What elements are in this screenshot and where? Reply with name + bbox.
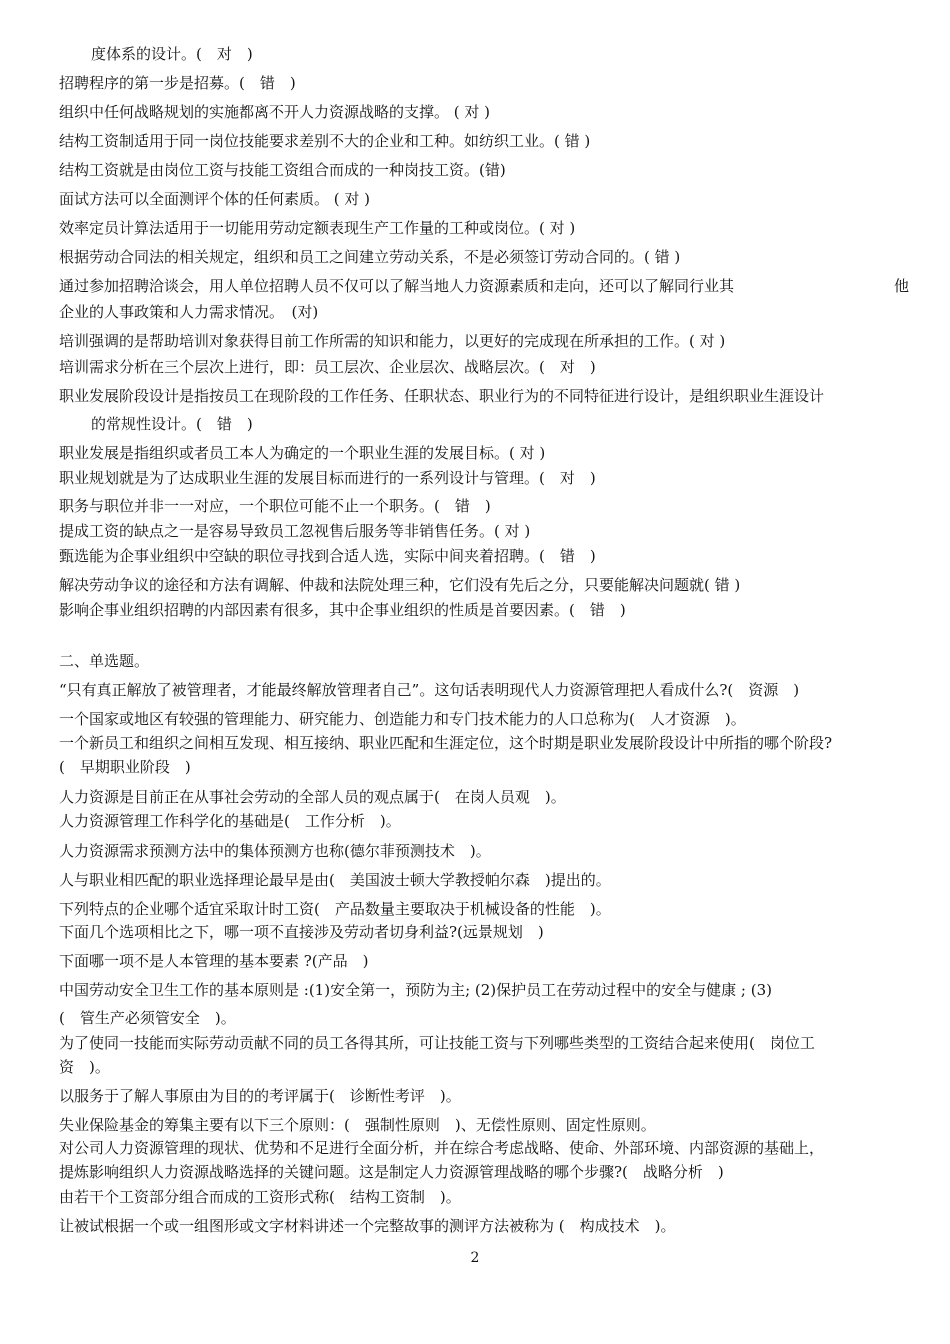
mc-line: 由若干个工资部分组合而成的工资形式称( 结构工资制 )。 xyxy=(59,1188,461,1206)
tf-line: 结构工资制适用于同一岗位技能要求差别不大的企业和工种。如纺织工业。( 错 ) xyxy=(59,132,591,150)
mc-line: 对公司人力资源管理的现状、优势和不足进行全面分析，并在综合考虑战略、使命、外部环境、内部资源的基础上， xyxy=(59,1139,825,1157)
mc-line: 失业保险基金的筹集主要有以下三个原则：( 强制性原则 )、无偿性原则、固定性原则。 xyxy=(59,1116,656,1134)
mc-line: 人力资源管理工作科学化的基础是( 工作分析 )。 xyxy=(59,812,401,830)
tf-line: 结构工资就是由岗位工资与技能工资组合而成的一种岗技工资。(错) xyxy=(59,161,506,179)
mc-line: ( 管生产必须管安全 )。 xyxy=(59,1009,236,1027)
mc-line: 人力资源需求预测方法中的集体预测方也称(德尔菲预测技术 )。 xyxy=(59,842,491,860)
tf-line: 甄选能为企事业组织中空缺的职位寻找到合适人选，实际中间夹着招聘。( 错 ) xyxy=(59,547,596,565)
mc-line: “只有真正解放了被管理者，才能最终解放管理者自己”。这句话表明现代人力资源管理把人看成什么?( 资源 ) xyxy=(59,681,800,699)
mc-line: 让被试根据一个或一组图形或文字材料讲述一个完整故事的测评方法被称为 ( 构成技术 )。 xyxy=(59,1217,676,1235)
tf-line: 影响企事业组织招聘的内部因素有很多，其中企事业组织的性质是首要因素。( 错 ) xyxy=(59,601,626,619)
mc-line: ( 早期职业阶段 ) xyxy=(59,758,191,776)
tf-line: 招聘程序的第一步是招募。( 错 ) xyxy=(59,74,296,92)
mc-line: 资 )。 xyxy=(59,1058,110,1076)
tf-line: 解决劳动争议的途径和方法有调解、仲裁和法院处理三种，它们没有先后之分，只要能解决问题就( 错 ) xyxy=(59,576,741,594)
mc-line: 人与职业相匹配的职业选择理论最早是由( 美国波士顿大学教授帕尔森 )提出的。 xyxy=(59,871,611,889)
tf-line: 度体系的设计。( 对 ) xyxy=(91,45,253,63)
mc-line: 为了使同一技能而实际劳动贡献不同的员工各得其所，可让技能工资与下列哪些类型的工资结合起来使用( 岗位工 xyxy=(59,1034,815,1052)
page-number: 2 xyxy=(470,1250,480,1266)
tf-line-tail: 他 xyxy=(893,277,909,295)
tf-line-justified xyxy=(59,276,909,296)
tf-line: 职务与职位并非一一对应，一个职位可能不止一个职务。( 错 ) xyxy=(59,497,491,515)
mc-line: 一个国家或地区有较强的管理能力、研究能力、创造能力和专门技术能力的人口总称为( 人才资源 )。 xyxy=(59,710,746,728)
tf-line: 面试方法可以全面测评个体的任何素质。 ( 对 ) xyxy=(59,190,371,208)
tf-line: 企业的人事政策和人力需求情况。 (对) xyxy=(59,303,319,321)
tf-line: 提成工资的缺点之一是容易导致员工忽视售后服务等非销售任务。( 对 ) xyxy=(59,522,531,540)
mc-line: 以服务于了解人事原由为目的的考评属于( 诊断性考评 )。 xyxy=(59,1087,461,1105)
mc-line: 下面几个选项相比之下，哪一项不直接涉及劳动者切身利益?(远景规划 ) xyxy=(59,923,544,941)
mc-line: 中国劳动安全卫生工作的基本原则是 :(1)安全第一，预防为主; (2)保护员工在劳动过程中的安全与健康 ; (3) xyxy=(59,981,772,999)
mc-line: 人力资源是目前正在从事社会劳动的全部人员的观点属于( 在岗人员观 )。 xyxy=(59,788,566,806)
tf-line: 效率定员计算法适用于一切能用劳动定额表现生产工作量的工种或岗位。( 对 ) xyxy=(59,219,576,237)
mc-line: 提炼影响组织人力资源战略选择的关键问题。这是制定人力资源管理战略的哪个步骤?( 战略分析 ) xyxy=(59,1163,724,1181)
tf-line-main: 通过参加招聘洽谈会，用人单位招聘人员不仅可以了解当地人力资源素质和走向，还可以了解同行业其 xyxy=(59,277,735,295)
mc-line: 下面哪一项不是人本管理的基本要素 ?(产品 ) xyxy=(59,952,369,970)
mc-line: 下列特点的企业哪个适宜采取计时工资( 产品数量主要取决于机械设备的性能 )。 xyxy=(59,900,611,918)
tf-line: 组织中任何战略规划的实施都离不开人力资源战略的支撑。 ( 对 ) xyxy=(59,103,491,121)
mc-line: 一个新员工和组织之间相互发现、相互接纳、职业匹配和生涯定位，这个时期是职业发展阶段设计中所指的哪个阶段? xyxy=(59,734,833,752)
tf-line: 职业发展阶段设计是指按员工在现阶段的工作任务、任职状态、职业行为的不同特征进行设计，是组织职业生涯设计 xyxy=(59,387,825,405)
section-title: 二、单选题。 xyxy=(59,652,150,670)
tf-line: 职业发展是指组织或者员工本人为确定的一个职业生涯的发展目标。( 对 ) xyxy=(59,444,546,462)
tf-line: 的常规性设计。( 错 ) xyxy=(91,415,253,433)
tf-line: 职业规划就是为了达成职业生涯的发展目标而进行的一系列设计与管理。( 对 ) xyxy=(59,469,596,487)
tf-line: 培训强调的是帮助培训对象获得目前工作所需的知识和能力，以更好的完成现在所承担的工作。( 对 ) xyxy=(59,332,726,350)
tf-line: 根据劳动合同法的相关规定，组织和员工之间建立劳动关系，不是必须签订劳动合同的。( 错 ) xyxy=(59,248,681,266)
tf-line: 培训需求分析在三个层次上进行，即：员工层次、企业层次、战略层次。( 对 ) xyxy=(59,358,596,376)
